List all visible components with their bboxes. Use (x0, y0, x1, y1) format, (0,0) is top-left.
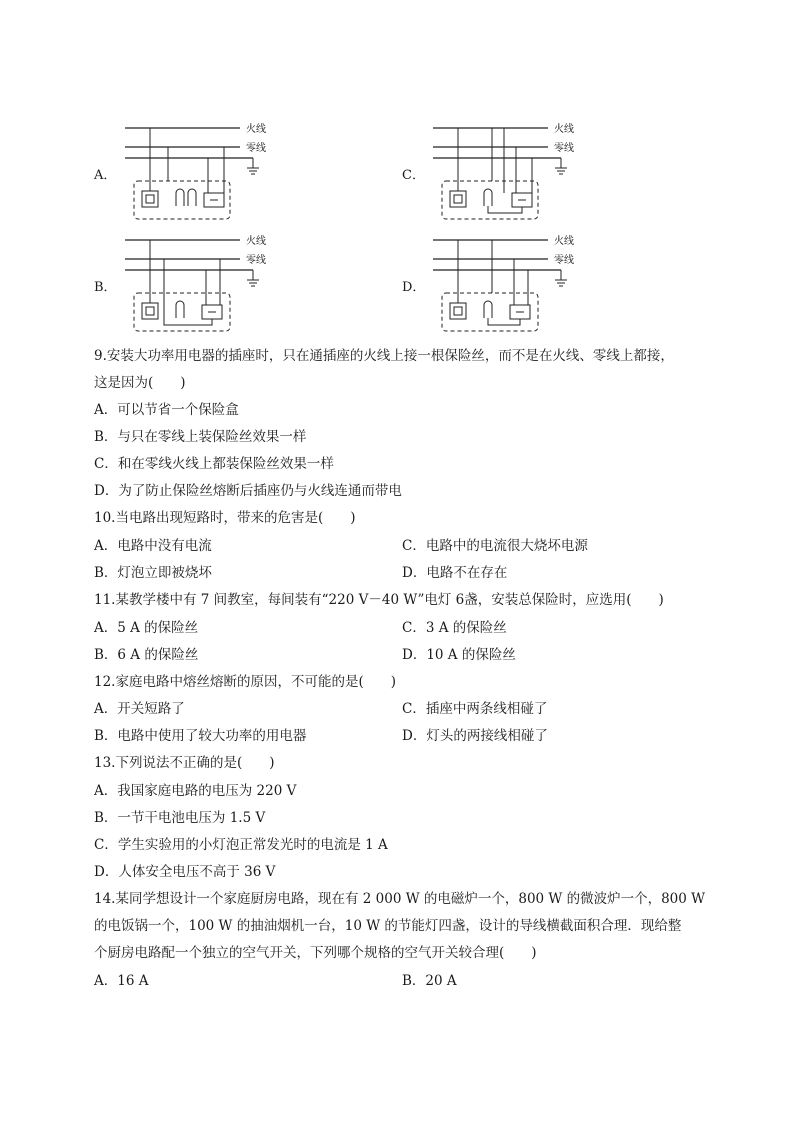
q9-stem-line1: 9.安装大功率用电器的插座时，只在通插座的火线上接一根保险丝，而不是在火线、零线上都接， (94, 348, 674, 364)
q14-stem-line2: 的电饭锅一个，100 W 的抽油烟机一台，10 W 的节能灯四盏，设计的导线横截面积合理．现给整 (94, 918, 682, 934)
q11-stem: 11.某教学楼中有 7 间教室，每间装有“220 V－40 W”电灯 6盏，安装总保险时，应选用( ) (94, 592, 664, 608)
q12-stem: 12.家庭电路中熔丝熔断的原因，不可能的是( ) (94, 674, 397, 690)
q13-option-d: D．人体安全电压不高于 36 V (94, 864, 276, 880)
q10-stem: 10.当电路出现短路时，带来的危害是( ) (94, 510, 356, 526)
q10-option-a: A．电路中没有电流 (94, 538, 212, 554)
diagram-option-b: B． (94, 280, 117, 295)
q14-stem-line3: 个厨房电路配一个独立的空气开关，下列哪个规格的空气开关较合理( ) (94, 945, 537, 961)
q12-option-c: C．插座中两条线相碰了 (402, 701, 548, 717)
neutral-wire-label: 零线 (554, 255, 574, 266)
q10-option-c: C．电路中的电流很大烧坏电源 (402, 538, 588, 554)
circuit-diagram-b (120, 230, 280, 334)
q11-option-b: B．6 A 的保险丝 (94, 647, 199, 663)
diagram-option-a: A． (94, 168, 117, 183)
q13-option-b: B．一节干电池电压为 1.5 V (94, 810, 266, 826)
q13-stem: 13.下列说法不正确的是( ) (94, 755, 275, 771)
neutral-wire-label: 零线 (554, 143, 574, 154)
neutral-wire-label: 零线 (246, 143, 266, 154)
q11-option-d: D．10 A 的保险丝 (402, 647, 516, 663)
q9-option-a: A．可以节省一个保险盒 (94, 402, 239, 418)
q10-option-d: D．电路不在存在 (402, 565, 508, 581)
q12-option-d: D．灯头的两接线相碰了 (402, 728, 548, 744)
q13-option-c: C．学生实验用的小灯泡正常发光时的电流是 1 A (94, 837, 388, 853)
neutral-wire-label: 零线 (246, 255, 266, 266)
q9-option-c: C．和在零线火线上都装保险丝效果一样 (94, 456, 334, 472)
q9-option-b: B．与只在零线上装保险丝效果一样 (94, 429, 307, 445)
q12-option-a: A．开关短路了 (94, 701, 185, 717)
live-wire-label: 火线 (554, 124, 574, 135)
q14-option-b: B．20 A (402, 973, 457, 989)
diagram-option-d: D． (402, 280, 426, 295)
q9-option-d: D．为了防止保险丝熔断后插座仍与火线连通而带电 (94, 483, 402, 499)
q10-option-b: B．灯泡立即被烧坏 (94, 565, 212, 581)
q13-option-a: A．我国家庭电路的电压为 220 V (94, 783, 297, 799)
q12-option-b: B．电路中使用了较大功率的用电器 (94, 728, 307, 744)
circuit-diagram-c (428, 118, 588, 222)
live-wire-label: 火线 (554, 236, 574, 247)
q14-stem-line1: 14.某同学想设计一个家庭厨房电路，现在有 2 000 W 的电磁炉一个，800 W 的微波炉一个，800 W (94, 891, 706, 907)
q14-option-a: A．16 A (94, 973, 149, 989)
q9-stem-line2: 这是因为( ) (94, 375, 186, 391)
q11-option-c: C．3 A 的保险丝 (402, 620, 507, 636)
live-wire-label: 火线 (246, 124, 266, 135)
live-wire-label: 火线 (246, 236, 266, 247)
diagram-option-c: C． (402, 168, 425, 183)
q11-option-a: A．5 A 的保险丝 (94, 620, 199, 636)
circuit-diagram-d (428, 230, 588, 334)
circuit-diagram-a (120, 118, 280, 222)
